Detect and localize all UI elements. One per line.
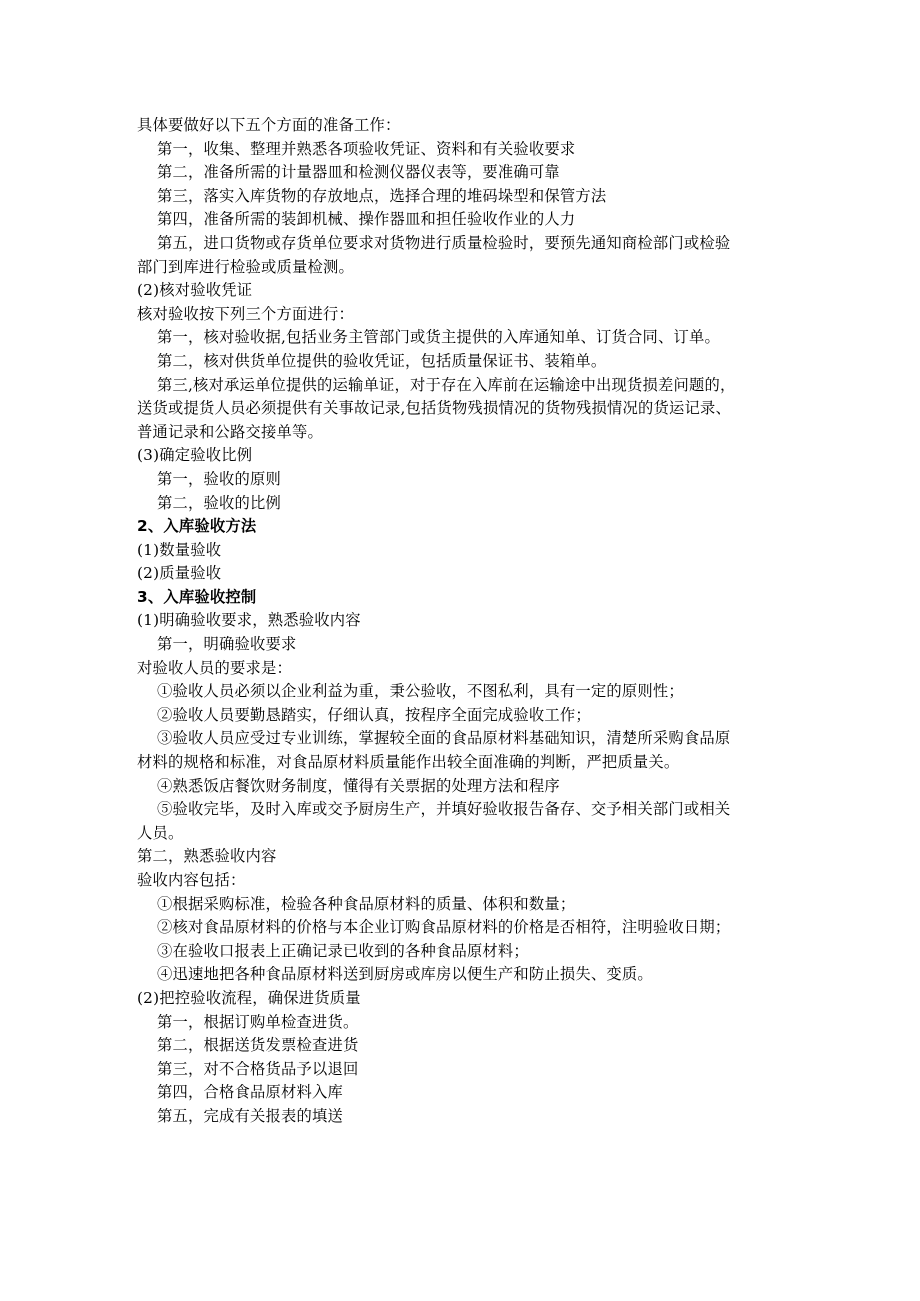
text-line: 部门到库进行检验或质量检测。 [137,257,354,276]
text-line: 第二，准备所需的计量器皿和检测仪器仪表等，要准确可靠 [157,163,560,182]
text-line: 第三，对不合格货品予以退回 [157,1059,359,1078]
document-page [137,114,787,1129]
text-line: 第二，熟悉验收内容 [137,847,277,866]
text-line: (2)把控验收流程，确保进货质量 [137,988,361,1007]
text-line: 核对验收按下列三个方面进行： [137,304,354,323]
text-line: 送货或提货人员必须提供有关事故记录,包括货物残损情况的货物残损情况的货运记录、 [137,399,731,418]
text-line: 第二，验收的比例 [157,493,281,512]
text-line: 第一，明确验收要求 [157,635,297,654]
text-line: 第一，核对验收据,包括业务主管部门或货主提供的入库通知单、订货合同、订单。 [157,328,720,347]
text-line: (1)数量验收 [137,540,222,559]
text-line: 第一，收集、整理并熟悉各项验收凭证、资料和有关验收要求 [157,139,576,158]
text-line: ③在验收口报表上正确记录已收到的各种食品原材料； [157,941,529,960]
text-line: 具体要做好以下五个方面的准备工作： [137,116,401,134]
text-line: 第四，合格食品原材料入库 [157,1083,343,1102]
section-heading: 2、入库验收方法 [137,517,257,536]
text-line: (1)明确验收要求，熟悉验收内容 [137,611,361,630]
text-line: ③验收人员应受过专业训练，掌握较全面的食品原材料基础知识，清楚所采购食品原 [157,729,731,748]
text-line: 第三，落实入库货物的存放地点，选择合理的堆码垛型和保管方法 [157,186,607,205]
text-line: 第一，根据订购单检查进货。 [157,1012,359,1031]
text-line: ②核对食品原材料的价格与本企业订购食品原材料的价格是否相符，注明验收日期； [157,918,731,937]
text-line: 材料的规格和标准，对食品原材料质量能作出较全面准确的判断，严把质量关。 [137,753,680,772]
text-line: ①验收人员必须以企业利益为重，秉公验收，不图私利，具有一定的原则性； [157,682,684,701]
text-line: ④迅速地把各种食品原材料送到厨房或库房以便生产和防止损失、变质。 [157,965,653,984]
text-line: (3)确定验收比例 [137,446,253,465]
text-line: ⑤验收完毕，及时入库或交予厨房生产，并填好验收报告备存、交予相关部门或相关 [157,800,731,819]
text-line: 第二，核对供货单位提供的验收凭证，包括质量保证书、装箱单。 [157,351,607,370]
text-line: 对验收人员的要求是： [137,658,292,677]
text-line: 普通记录和公路交接单等。 [137,422,323,441]
text-line: 第四，准备所需的装卸机械、操作器皿和担任验收作业的人力 [157,210,576,229]
text-line: (2)质量验收 [137,564,222,583]
text-line: 第二，根据送货发票检查进货 [157,1036,359,1055]
text-line: 第三,核对承运单位提供的运输单证，对于存在入库前在运输途中出现货损差问题的， [157,375,736,394]
text-line: 第五，进口货物或存货单位要求对货物进行质量检验时，要预先通知商检部门或检验 [157,233,731,252]
section-heading: 3、入库验收控制 [137,587,257,606]
text-line: ①根据采购标准，检验各种食品原材料的质量、体积和数量； [157,894,576,913]
text-line: 第五，完成有关报表的填送 [157,1106,343,1125]
text-line: 验收内容包括： [137,871,246,889]
text-line: 人员。 [137,823,184,842]
text-line: 第一，验收的原则 [157,469,281,488]
text-line: (2)核对验收凭证 [137,281,253,300]
text-line: ④熟悉饭店餐饮财务制度，懂得有关票据的处理方法和程序 [157,776,560,795]
text-line: ②验收人员要勤恳踏实，仔细认真，按程序全面完成验收工作； [157,705,591,724]
